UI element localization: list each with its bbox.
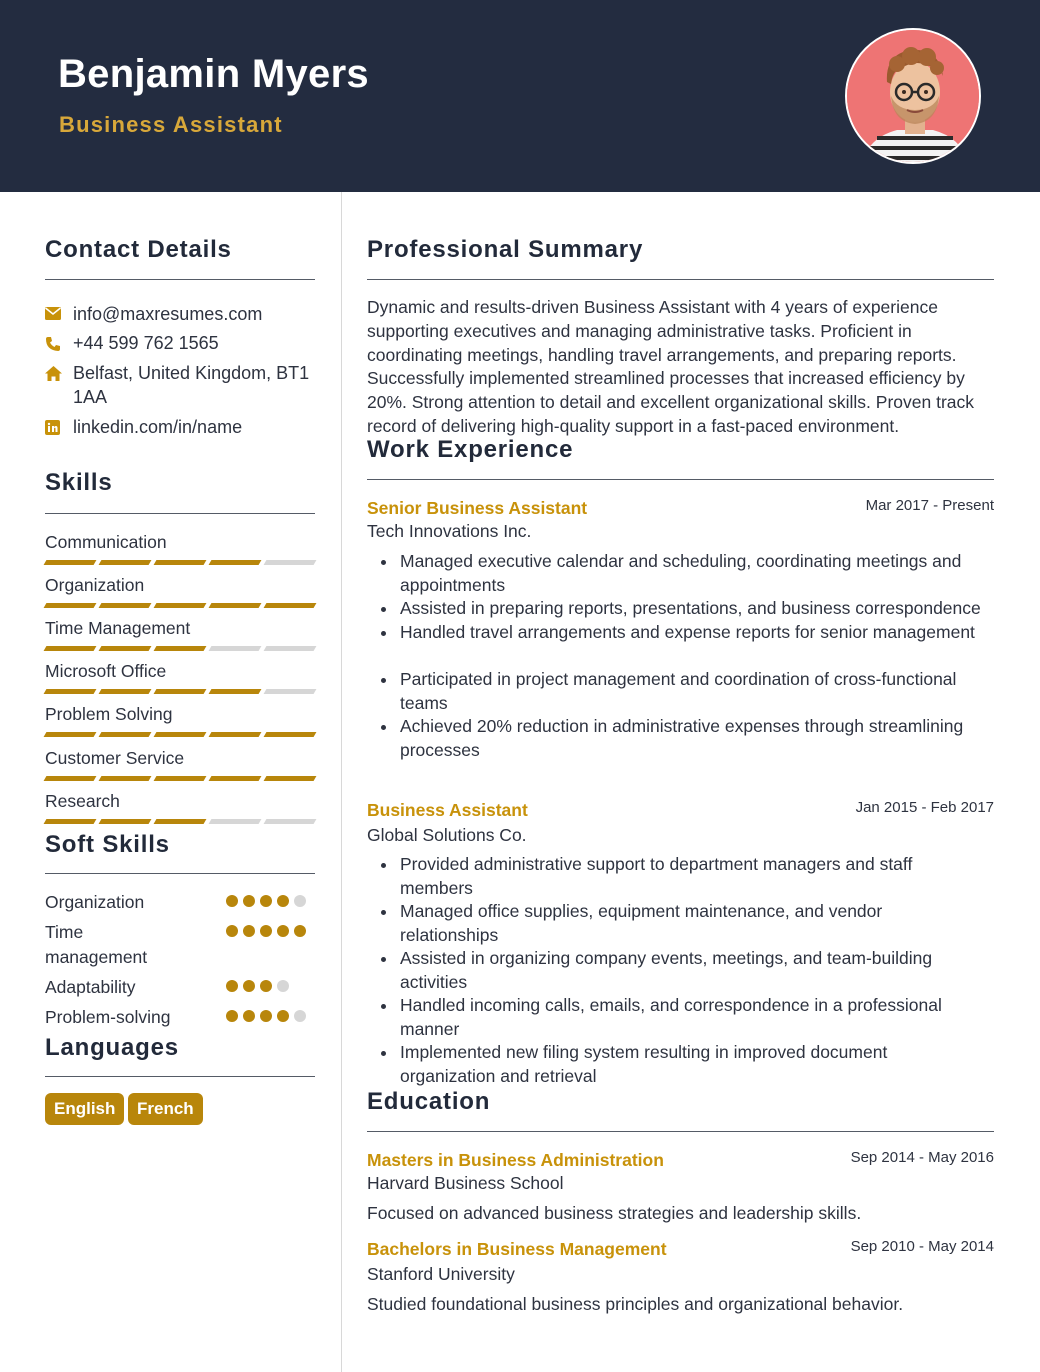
language-badge-english: English: [45, 1093, 124, 1125]
skill-level-bar: [45, 819, 315, 826]
skill-label: Problem Solving: [45, 704, 173, 724]
skill-level-segment: [154, 819, 207, 824]
skill-level-segment: [99, 689, 152, 694]
school-name: Stanford University: [367, 1264, 515, 1284]
degree-description: Studied foundational business principles and organizational behavior.: [367, 1294, 904, 1314]
skill-level-segment: [44, 560, 97, 565]
summary-section-title: Professional Summary: [367, 236, 644, 263]
bullet-item: Managed executive calendar and scheduling, coordinating meetings and appointments: [367, 550, 994, 597]
skill-label: Microsoft Office: [45, 661, 167, 681]
skill-level-segment: [154, 603, 207, 608]
rating-dot: [243, 1010, 255, 1022]
skill-level-segment: [264, 560, 317, 565]
contact-email[interactable]: [45, 302, 262, 326]
skill-level-segment: [209, 776, 262, 781]
skill-level-segment: [44, 646, 97, 651]
skill-level-bar: [45, 603, 315, 610]
rating-dot: [294, 925, 306, 937]
skill-level-segment: [209, 732, 262, 737]
contact-phone[interactable]: [45, 331, 219, 355]
soft-skill-rating: [226, 895, 306, 907]
skill-level-segment: [209, 560, 262, 565]
rating-dot: [243, 925, 255, 937]
skill-level-segment: [99, 819, 152, 824]
skill-level-bar: [45, 732, 315, 739]
skill-level-segment: [209, 603, 262, 608]
rating-dot: [294, 1010, 306, 1022]
summary-text: Dynamic and results-driven Business Assistant with 4 years of experience supporting executives and managing administrative tasks. Proficient in coordinating meetings, handling travel arrangements, and preparing reports. Successfully implemented streamlined processes that increased efficiency by 20%. Strong attention to detail and excellent organizational skills. Proven track record of delivering high-quality support in a fast-paced environment.: [367, 297, 975, 436]
skill-level-segment: [99, 732, 152, 737]
skill-level-segment: [264, 732, 317, 737]
degree-description: Focused on advanced business strategies and leadership skills.: [367, 1203, 862, 1223]
skill-label: Communication: [45, 532, 167, 552]
skill-label: Organization: [45, 575, 145, 595]
skill-label: Time Management: [45, 618, 191, 638]
skill-level-segment: [209, 646, 262, 651]
degree-dates: Sep 2014 - May 2016: [850, 1149, 994, 1166]
rating-dot: [226, 895, 238, 907]
job-bullets: [367, 550, 994, 762]
job-bullets: [367, 853, 967, 1088]
skill-label: Customer Service: [45, 748, 185, 768]
soft-skill-label: Organization: [45, 892, 145, 912]
languages-rule: [45, 1076, 315, 1077]
rating-dot: [226, 980, 238, 992]
degree-title: Masters in Business Administration: [367, 1150, 664, 1170]
skill-level-segment: [99, 646, 152, 651]
soft-skill-rating: [226, 1010, 306, 1022]
school-name: Harvard Business School: [367, 1173, 564, 1193]
soft-skill-label: Problem-solving: [45, 1007, 171, 1027]
profile-photo: [845, 28, 981, 164]
rating-dot: [226, 925, 238, 937]
bullet-item: Participated in project management and coordination of cross-functional teams: [367, 668, 994, 715]
skill-level-segment: [99, 603, 152, 608]
skill-level-segment: [154, 560, 207, 565]
rating-dot: [226, 1010, 238, 1022]
contact-email-text: info@maxresumes.com: [73, 304, 263, 324]
skill-level-segment: [264, 603, 317, 608]
language-badge-french: French: [128, 1093, 203, 1125]
rating-dot: [277, 895, 289, 907]
rating-dot: [260, 1010, 272, 1022]
skill-level-segment: [209, 819, 262, 824]
skill-level-segment: [44, 732, 97, 737]
skill-level-segment: [44, 819, 97, 824]
skill-level-segment: [264, 646, 317, 651]
degree-title: Bachelors in Business Management: [367, 1239, 667, 1259]
bullet-item: Assisted in preparing reports, presentations, and business correspondence: [367, 597, 994, 621]
rating-dot: [260, 980, 272, 992]
bullet-item: Achieved 20% reduction in administrative expenses through streamlining processes: [367, 715, 994, 762]
linkedin-icon: [45, 415, 73, 439]
skill-level-segment: [264, 776, 317, 781]
skill-level-bar: [45, 560, 315, 567]
bullet-item: Assisted in organizing company events, meetings, and team-building activities: [367, 947, 967, 994]
bullet-item: Handled incoming calls, emails, and correspondence in a professional manner: [367, 994, 967, 1041]
rating-dot: [294, 895, 306, 907]
summary-rule: [367, 279, 994, 280]
skills-rule: [45, 513, 315, 514]
rating-dot: [277, 925, 289, 937]
job-title: Business Assistant: [367, 800, 528, 820]
degree-dates: Sep 2010 - May 2014: [850, 1238, 994, 1255]
skill-level-segment: [264, 689, 317, 694]
candidate-name: Benjamin Myers: [58, 52, 369, 96]
contact-linkedin[interactable]: [45, 415, 242, 439]
portrait-illustration: [847, 30, 981, 164]
job-company: Global Solutions Co.: [367, 825, 527, 845]
languages-section-title: Languages: [45, 1034, 179, 1061]
skill-level-segment: [154, 646, 207, 651]
education-rule: [367, 1131, 994, 1132]
rating-dot: [277, 980, 289, 992]
contact-phone-text: +44 599 762 1565: [73, 333, 219, 353]
skill-level-segment: [44, 603, 97, 608]
skill-level-segment: [154, 776, 207, 781]
skill-level-segment: [154, 732, 207, 737]
home-icon: [45, 361, 73, 409]
bullet-item: Implemented new filing system resulting in improved document organization and retrieval: [367, 1041, 967, 1088]
skill-level-segment: [99, 560, 152, 565]
experience-rule: [367, 479, 994, 480]
skill-level-segment: [99, 776, 152, 781]
resume-header: [0, 0, 1040, 192]
soft-skill-rating: [226, 980, 306, 992]
contact-address: [45, 361, 315, 409]
job-company: Tech Innovations Inc.: [367, 521, 532, 541]
phone-icon: [45, 331, 73, 355]
skill-level-segment: [209, 689, 262, 694]
contact-rule: [45, 279, 315, 280]
skill-label: Research: [45, 791, 120, 811]
job-title: Senior Business Assistant: [367, 498, 588, 518]
column-divider: [341, 192, 342, 1372]
soft-skill-rating: [226, 925, 306, 937]
bullet-item: Managed office supplies, equipment maintenance, and vendor relationships: [367, 900, 967, 947]
education-section-title: Education: [367, 1088, 491, 1115]
rating-dot: [260, 895, 272, 907]
skill-level-bar: [45, 776, 315, 783]
soft-skills-section-title: Soft Skills: [45, 831, 170, 858]
job-dates: Jan 2015 - Feb 2017: [855, 799, 994, 816]
soft-skill-label: Adaptability: [45, 977, 136, 997]
soft-skill-label: Time management: [45, 922, 148, 967]
skill-level-segment: [264, 819, 317, 824]
rating-dot: [243, 895, 255, 907]
rating-dot: [260, 925, 272, 937]
candidate-role: Business Assistant: [59, 112, 283, 137]
contact-linkedin-text: linkedin.com/in/name: [73, 417, 243, 437]
job-dates: Mar 2017 - Present: [865, 497, 994, 514]
soft-skills-rule: [45, 873, 315, 874]
experience-section-title: Work Experience: [367, 436, 574, 463]
rating-dot: [277, 1010, 289, 1022]
contact-section-title: Contact Details: [45, 236, 232, 263]
skill-level-segment: [44, 689, 97, 694]
skill-level-bar: [45, 689, 315, 696]
rating-dot: [243, 980, 255, 992]
skills-section-title: Skills: [45, 469, 113, 496]
skill-level-segment: [154, 689, 207, 694]
envelope-icon: [45, 302, 73, 326]
skill-level-bar: [45, 646, 315, 653]
contact-address-text: Belfast, United Kingdom, BT1 1AA: [73, 363, 310, 407]
skill-level-segment: [44, 776, 97, 781]
bullet-item: Handled travel arrangements and expense reports for senior management: [367, 621, 994, 645]
bullet-item: Provided administrative support to department managers and staff members: [367, 853, 967, 900]
